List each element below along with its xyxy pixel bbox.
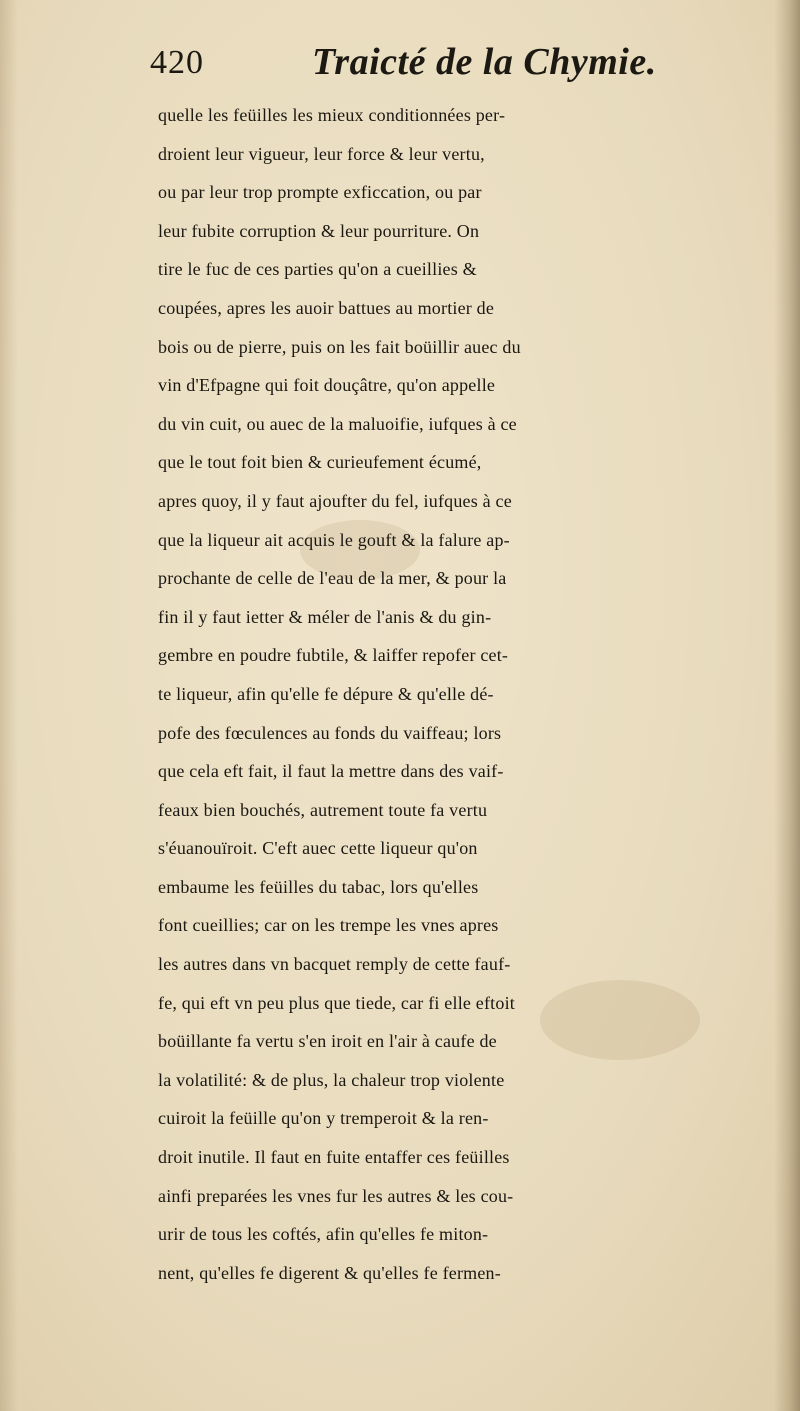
text-line: du vin cuit, ou auec de la maluoifie, iufques à ce xyxy=(158,413,517,434)
text-line: s'éuanouïroit. C'eft auec cette liqueur qu'on xyxy=(158,838,478,859)
text-line: la volatilité: & de plus, la chaleur trop violente xyxy=(158,1069,505,1090)
body-text xyxy=(158,96,798,1292)
text-line: bois ou de pierre, puis on les fait boüillir auec du xyxy=(158,336,521,357)
text-line: embaume les feüilles du tabac, lors qu'elles xyxy=(158,876,479,897)
running-title: Traicté de la Chymie. xyxy=(312,41,657,83)
text-line: apres quoy, il y faut ajoufter du fel, iufques à ce xyxy=(158,490,512,511)
text-line: coupées, apres les auoir battues au mortier de xyxy=(158,297,495,318)
text-line: prochante de celle de l'eau de la mer, & pour la xyxy=(158,568,507,589)
text-line: que la liqueur ait acquis le gouft & la falure ap- xyxy=(158,529,510,550)
text-line: droit inutile. Il faut en fuite entaffer ces feüilles xyxy=(158,1147,510,1168)
text-line: quelle les feüilles les mieux conditionnées per- xyxy=(158,105,506,125)
text-line: gembre en poudre fubtile, & laiffer repofer cet- xyxy=(158,645,509,666)
text-line: que le tout foit bien & curieufement écumé, xyxy=(158,452,482,473)
text-line: fin il y faut ietter & méler de l'anis & du gin- xyxy=(158,606,492,627)
page-number: 420 xyxy=(150,44,204,81)
text-line: les autres dans vn bacquet remply de cette fauf- xyxy=(158,954,511,975)
text-line: feaux bien bouchés, autrement toute fa vertu xyxy=(158,799,488,820)
text-line: pofe des fœculences au fonds du vaiffeau; lors xyxy=(158,722,502,743)
text-line: nent, qu'elles fe digerent & qu'elles fe fermen- xyxy=(158,1262,501,1283)
page-header xyxy=(150,40,710,92)
text-line: font cueillies; car on les trempe les vnes apres xyxy=(158,915,499,936)
text-line: fe, qui eft vn peu plus que tiede, car fi elle eftoit xyxy=(158,992,515,1013)
text-line: tire le fuc de ces parties qu'on a cueillies & xyxy=(158,259,477,280)
text-line: leur fubite corruption & leur pourriture. On xyxy=(158,220,480,241)
text-line: urir de tous les coftés, afin qu'elles fe miton- xyxy=(158,1224,489,1245)
text-line: que cela eft fait, il faut la mettre dans des vaif- xyxy=(158,761,504,782)
text-line: ou par leur trop prompte exficcation, ou par xyxy=(158,182,482,203)
text-line: ainfi preparées les vnes fur les autres & les cou- xyxy=(158,1185,514,1206)
text-line: vin d'Efpagne qui foit douçâtre, qu'on appelle xyxy=(158,375,496,396)
text-line: droient leur vigueur, leur force & leur vertu, xyxy=(158,143,485,164)
text-line: boüillante fa vertu s'en iroit en l'air à caufe de xyxy=(158,1031,497,1052)
page-gutter-shadow xyxy=(0,0,18,1411)
text-line: te liqueur, afin qu'elle fe dépure & qu'elle dé- xyxy=(158,683,494,704)
text-line: cuiroit la feüille qu'on y tremperoit & la ren- xyxy=(158,1108,489,1129)
